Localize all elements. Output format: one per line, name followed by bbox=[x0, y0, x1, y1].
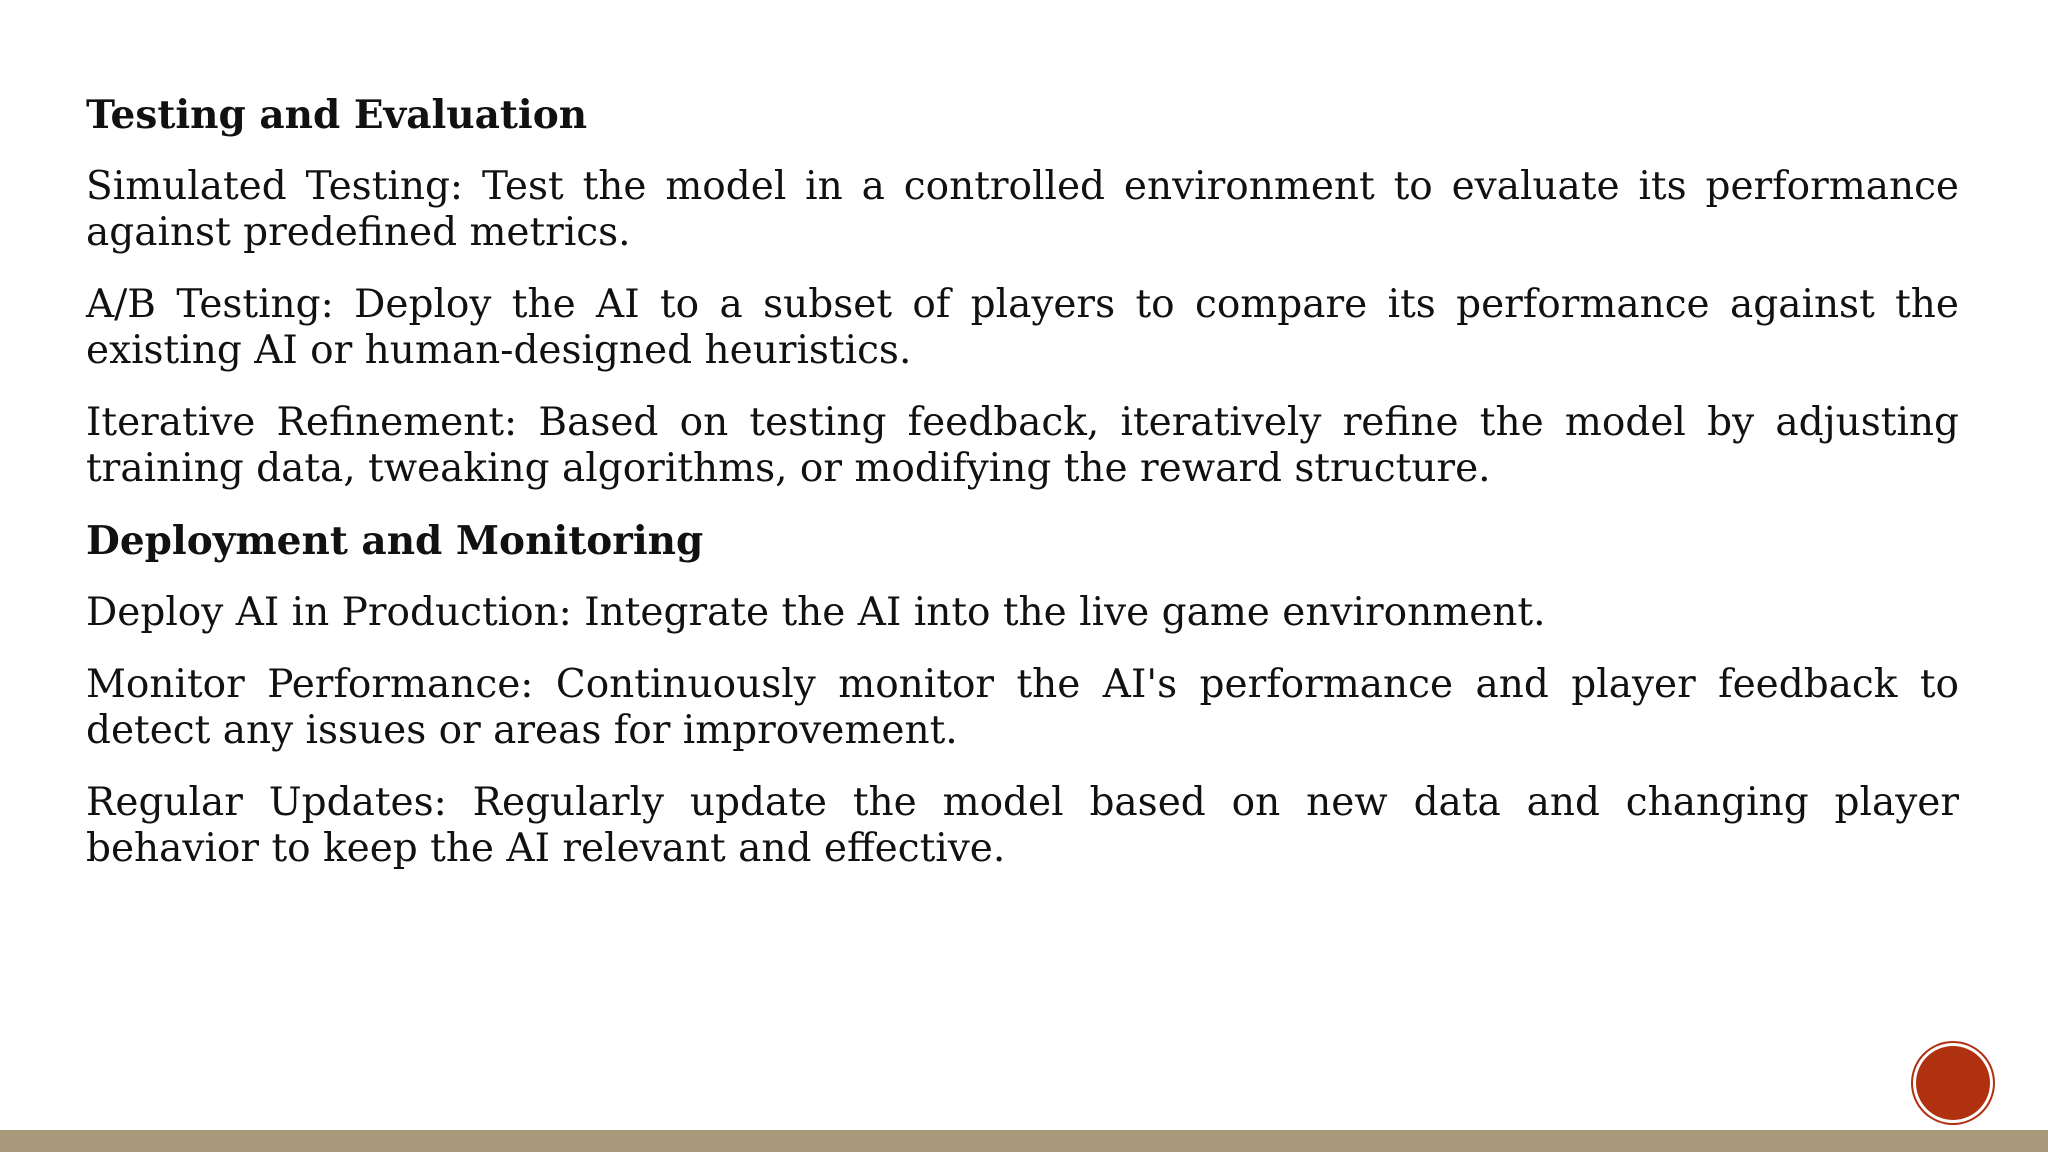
section-heading-deployment: Deployment and Monitoring bbox=[86, 518, 704, 564]
paragraph-simulated-testing: Simulated Testing: Test the model in a controlled environment to evaluate its performance against predefined metrics. bbox=[86, 164, 1959, 255]
paragraph-monitor-performance: Monitor Performance: Continuously monitor the AI's performance and player feedback to detect any issues or areas for improvement. bbox=[86, 662, 1959, 753]
paragraph-ab-testing: A/B Testing: Deploy the AI to a subset of players to compare its performance against the existing AI or human-designed heuristics. bbox=[86, 282, 1959, 373]
footer-bar bbox=[0, 1130, 2048, 1152]
slide-content bbox=[86, 92, 1959, 898]
section-heading-testing: Testing and Evaluation bbox=[86, 92, 588, 138]
paragraph-iterative-refinement: Iterative Refinement: Based on testing feedback, iteratively refine the model by adjusting training data, tweaking algorithms, or modifying the reward structure. bbox=[86, 400, 1959, 491]
paragraph-regular-updates: Regular Updates: Regularly update the model based on new data and changing player behavior to keep the AI relevant and effective. bbox=[86, 780, 1959, 871]
red-circle-icon bbox=[1916, 1046, 1990, 1120]
paragraph-deploy-ai: Deploy AI in Production: Integrate the AI into the live game environment. bbox=[86, 590, 1546, 635]
